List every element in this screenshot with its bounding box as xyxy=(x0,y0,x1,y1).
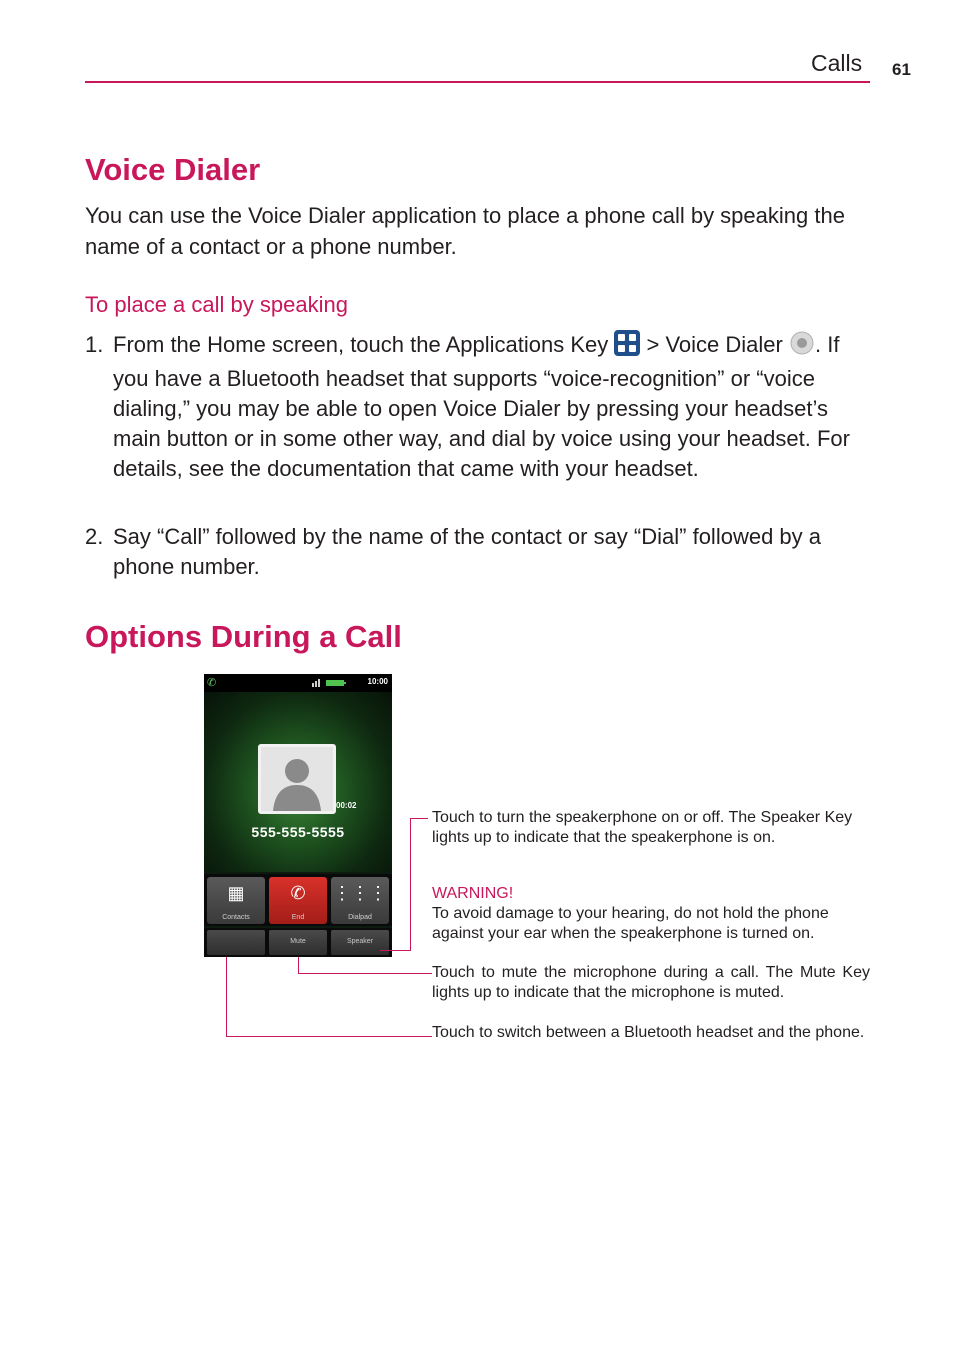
mute-button-label: Mute xyxy=(290,938,306,945)
voice-dialer-term: Voice Dialer xyxy=(665,332,783,357)
end-call-button-label: End xyxy=(291,914,305,921)
speaker-button-label: Speaker xyxy=(346,938,374,945)
in-call-screenshot xyxy=(204,674,392,957)
step-1 xyxy=(85,330,875,484)
signal-battery-icon xyxy=(312,679,352,687)
step-text-cont: . If you have a Bluetooth headset that supports “voice-recognition” or “voice dialing,” you may be able to open Voice Dialer by pressing your headset’s main button or in some other way, and dial by voice using your headset. For details, see the documentation that came with your headset. xyxy=(113,332,850,481)
speaker-callout-text: Touch to turn the speakerphone on or off. The Speaker Key lights up to indicate that the speakerphone is on. xyxy=(432,809,853,846)
mute-button[interactable] xyxy=(269,930,327,955)
speaker-callout-line xyxy=(410,818,411,951)
dialpad-button-label: Dialpad xyxy=(348,914,372,921)
step-text: From the Home screen, touch the xyxy=(113,332,446,357)
contacts-icon: ▦ xyxy=(227,883,245,903)
place-call-subheading: To place a call by speaking xyxy=(85,292,348,317)
contacts-button[interactable] xyxy=(207,877,265,924)
warning-text: To avoid damage to your hearing, do not hold the phone against your ear when the speakerphone is turned on. xyxy=(432,905,829,942)
options-during-call-heading: Options During a Call xyxy=(85,619,402,654)
page-number: 61 xyxy=(892,60,911,79)
contacts-button-label: Contacts xyxy=(222,914,250,921)
call-button-row xyxy=(204,874,392,926)
bluetooth-callout-line xyxy=(226,957,227,1037)
step-number: 2. xyxy=(85,524,104,549)
header-rule xyxy=(85,81,870,83)
dialpad-button[interactable] xyxy=(331,877,389,924)
voice-dialer-heading: Voice Dialer xyxy=(85,152,261,187)
call-small-button-row xyxy=(204,928,392,957)
mute-callout-line xyxy=(298,957,299,974)
warning-label: WARNING! xyxy=(432,885,514,902)
call-background xyxy=(204,692,392,872)
end-call-icon: ✆ xyxy=(290,883,306,903)
contact-avatar-icon xyxy=(258,744,336,814)
mute-callout-text: Touch to mute the microphone during a call. The Mute Key lights up to indicate that the microphone is muted. xyxy=(432,964,870,1001)
end-call-button[interactable] xyxy=(269,877,327,924)
speaker-callout-line xyxy=(380,950,411,951)
bluetooth-callout-text: Touch to switch between a Bluetooth headset and the phone. xyxy=(432,1024,865,1041)
speaker-button[interactable] xyxy=(331,930,389,955)
step-separator: > xyxy=(640,332,666,357)
applications-key-term: Applications Key xyxy=(445,332,609,357)
step-2 xyxy=(85,522,875,582)
status-bar xyxy=(204,674,392,692)
step-number: 1. xyxy=(85,332,104,357)
applications-key-icon xyxy=(614,330,640,364)
dialpad-icon: ⋮⋮⋮ xyxy=(333,883,387,903)
phone-status-icon: ✆ xyxy=(207,677,217,689)
status-time: 10:00 xyxy=(367,677,388,686)
voice-dialer-intro: You can use the Voice Dialer application to place a phone call by speaking the name of a contact or a phone number. xyxy=(85,203,845,259)
bluetooth-callout-line xyxy=(226,1036,432,1037)
step-text: Say “Call” followed by the name of the contact or say “Dial” followed by a phone number. xyxy=(113,524,821,579)
header-section-title: Calls xyxy=(811,50,863,76)
speaker-callout-line xyxy=(410,818,428,819)
call-timer: 00:02 xyxy=(336,801,357,810)
bluetooth-button[interactable] xyxy=(207,930,265,955)
call-number: 555-555-5555 xyxy=(251,824,345,840)
mute-callout-line xyxy=(298,973,432,974)
voice-dialer-icon xyxy=(789,330,815,364)
